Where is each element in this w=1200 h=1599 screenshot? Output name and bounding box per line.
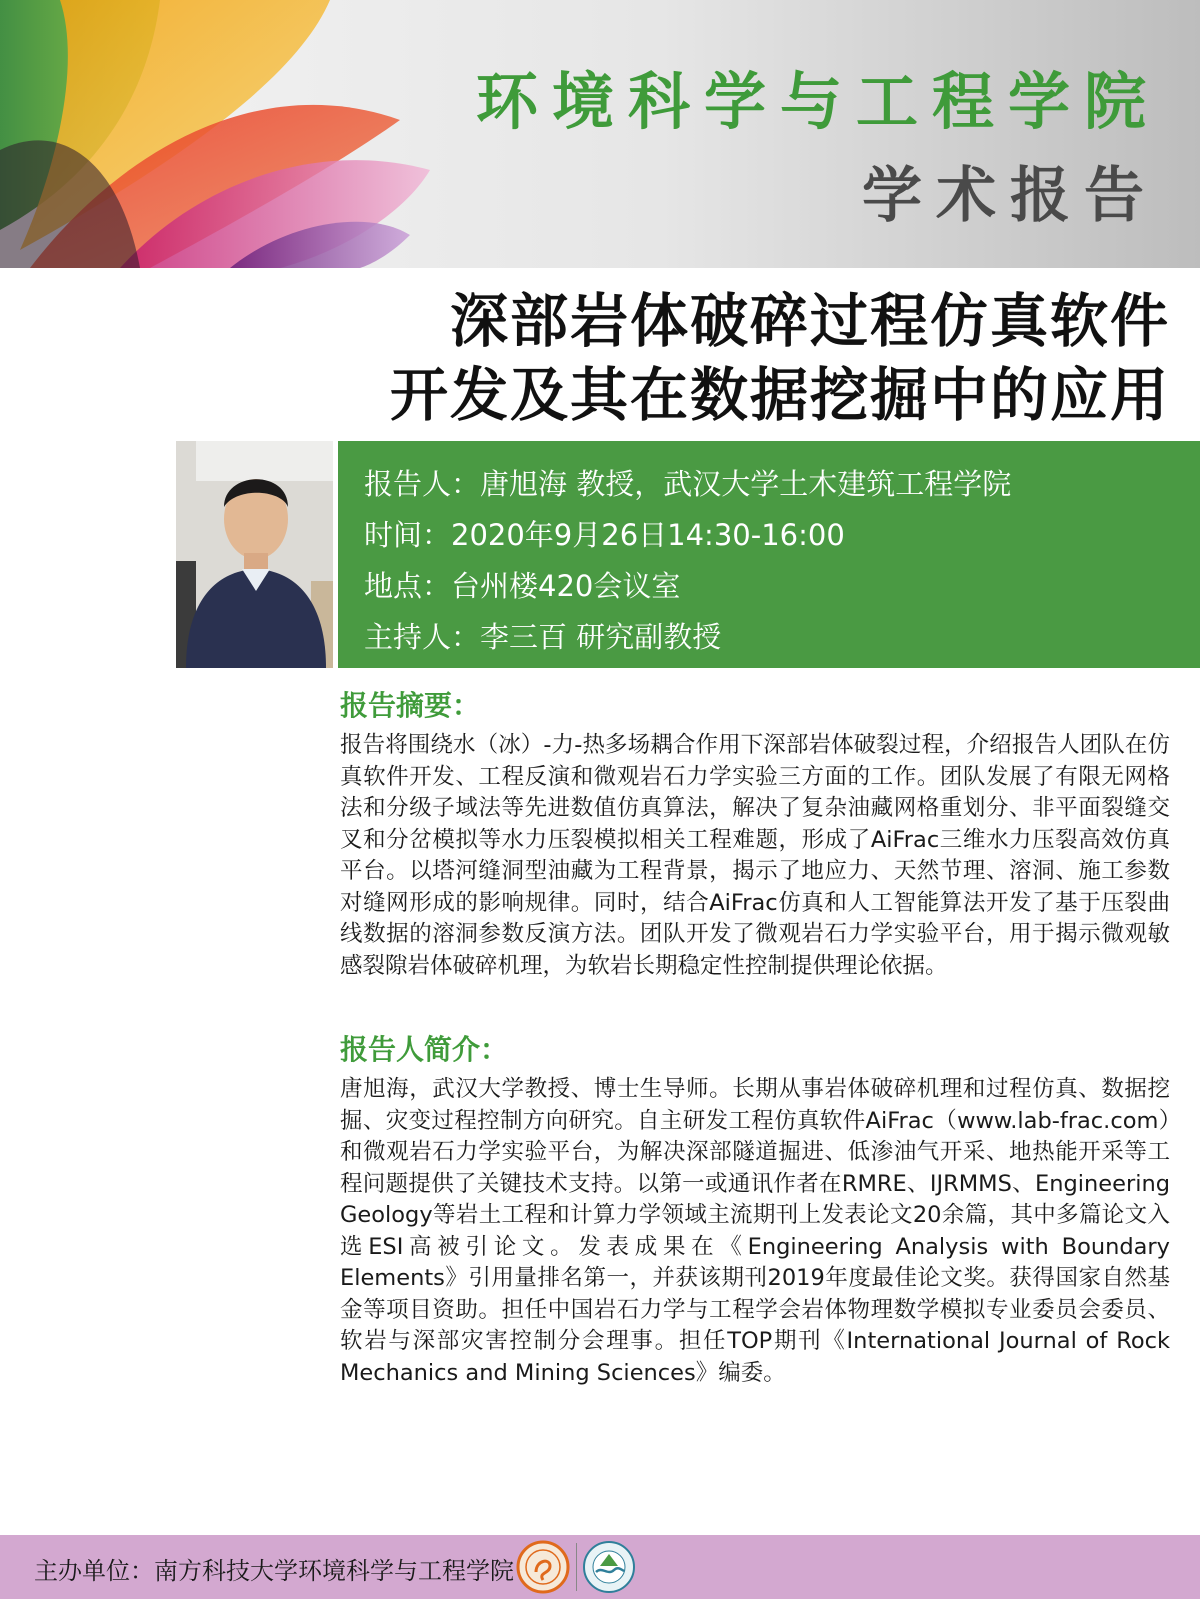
talk-title-line-1: 深部岩体破碎过程仿真软件 (449, 287, 1170, 355)
talk-title-line-2: 开发及其在数据挖掘中的应用 (389, 361, 1170, 429)
time-info: 时间：2020年9月26日14:30-16:00 (364, 518, 845, 552)
abstract-body: 报告将围绕水（冰）-力-热多场耦合作用下深部岩体破裂过程，介绍报告人团队在仿真软件开发、工程反演和微观岩石力学实验三方面的工作。团队发展了有限无网格法和分级子域法等先进数值仿真算法，解决了复杂油藏网格重划分、非平面裂缝交叉和分岔模拟等水力压裂模拟相关工程难题，形成了AiFrac三维水力压裂高效仿真平台。以塔河缝洞型油藏为工程背景，揭示了地应力、天然节理、溶洞、施工参数对缝网形成的影响规律。同时，结合AiFrac仿真和人工智能算法开发了基于压裂曲线数据的溶洞参数反演方法。团队开发了微观岩石力学实验平台，用于揭示微观敏感裂隙岩体破碎机理，为软岩长期稳定性控制提供理论依据。 (340, 732, 1170, 979)
bio-heading: 报告人简介： (340, 1033, 509, 1066)
talk-title (270, 284, 1170, 432)
school-logo-icon (582, 1540, 636, 1594)
poster-header (0, 0, 1200, 268)
bio-body: 唐旭海，武汉大学教授、博士生导师。长期从事岩体破碎机理和过程仿真、数据挖掘、灾变过程控制方向研究。自主研发工程仿真软件AiFrac（www.lab-frac.com）和微观岩石力学实验平台，为解决深部隧道掘进、低渗油气开采、地热能开采等工程问题提供了关键技术支持。以第一或通讯作者在RMRE、IJRMMS、Engineering Geology等岩土工程和计算力学领域主流期刊上发表论文20余篇，其中多篇论文入选ESI高被引论文。发表成果在《Engineering Analysis with Boundary Elements》引用量排名第一，并获该期刊2019年度最佳论文奖。获得国家自然基金等项目资助。担任中国岩石力学与工程学会岩体物理数学模拟专业委员会委员、软岩与深部灾害控制分会理事。担任TOP期刊《International Journal of Rock Mechanics and Mining Sciences》编委。 (340, 1076, 1170, 1386)
organizer-text: 主办单位：南方科技大学环境科学与工程学院 (34, 1557, 514, 1585)
speaker-info: 报告人：唐旭海 教授，武汉大学土木建筑工程学院 (364, 467, 1012, 501)
speaker-portrait (176, 441, 333, 668)
university-logo-icon (516, 1540, 570, 1594)
logo-divider (576, 1543, 577, 1591)
school-title: 环境科学与工程学院 (475, 65, 1160, 138)
abstract-heading: 报告摘要： (340, 689, 481, 722)
report-label: 学术报告 (862, 161, 1158, 231)
host-info: 主持人：李三百 研究副教授 (364, 620, 722, 654)
flower-petals-graphic (0, 0, 430, 268)
speaker-photo (176, 441, 333, 668)
venue-info: 地点：台州楼420会议室 (364, 569, 681, 603)
footer-bar (0, 1535, 1200, 1599)
talk-info-box (338, 441, 1200, 668)
